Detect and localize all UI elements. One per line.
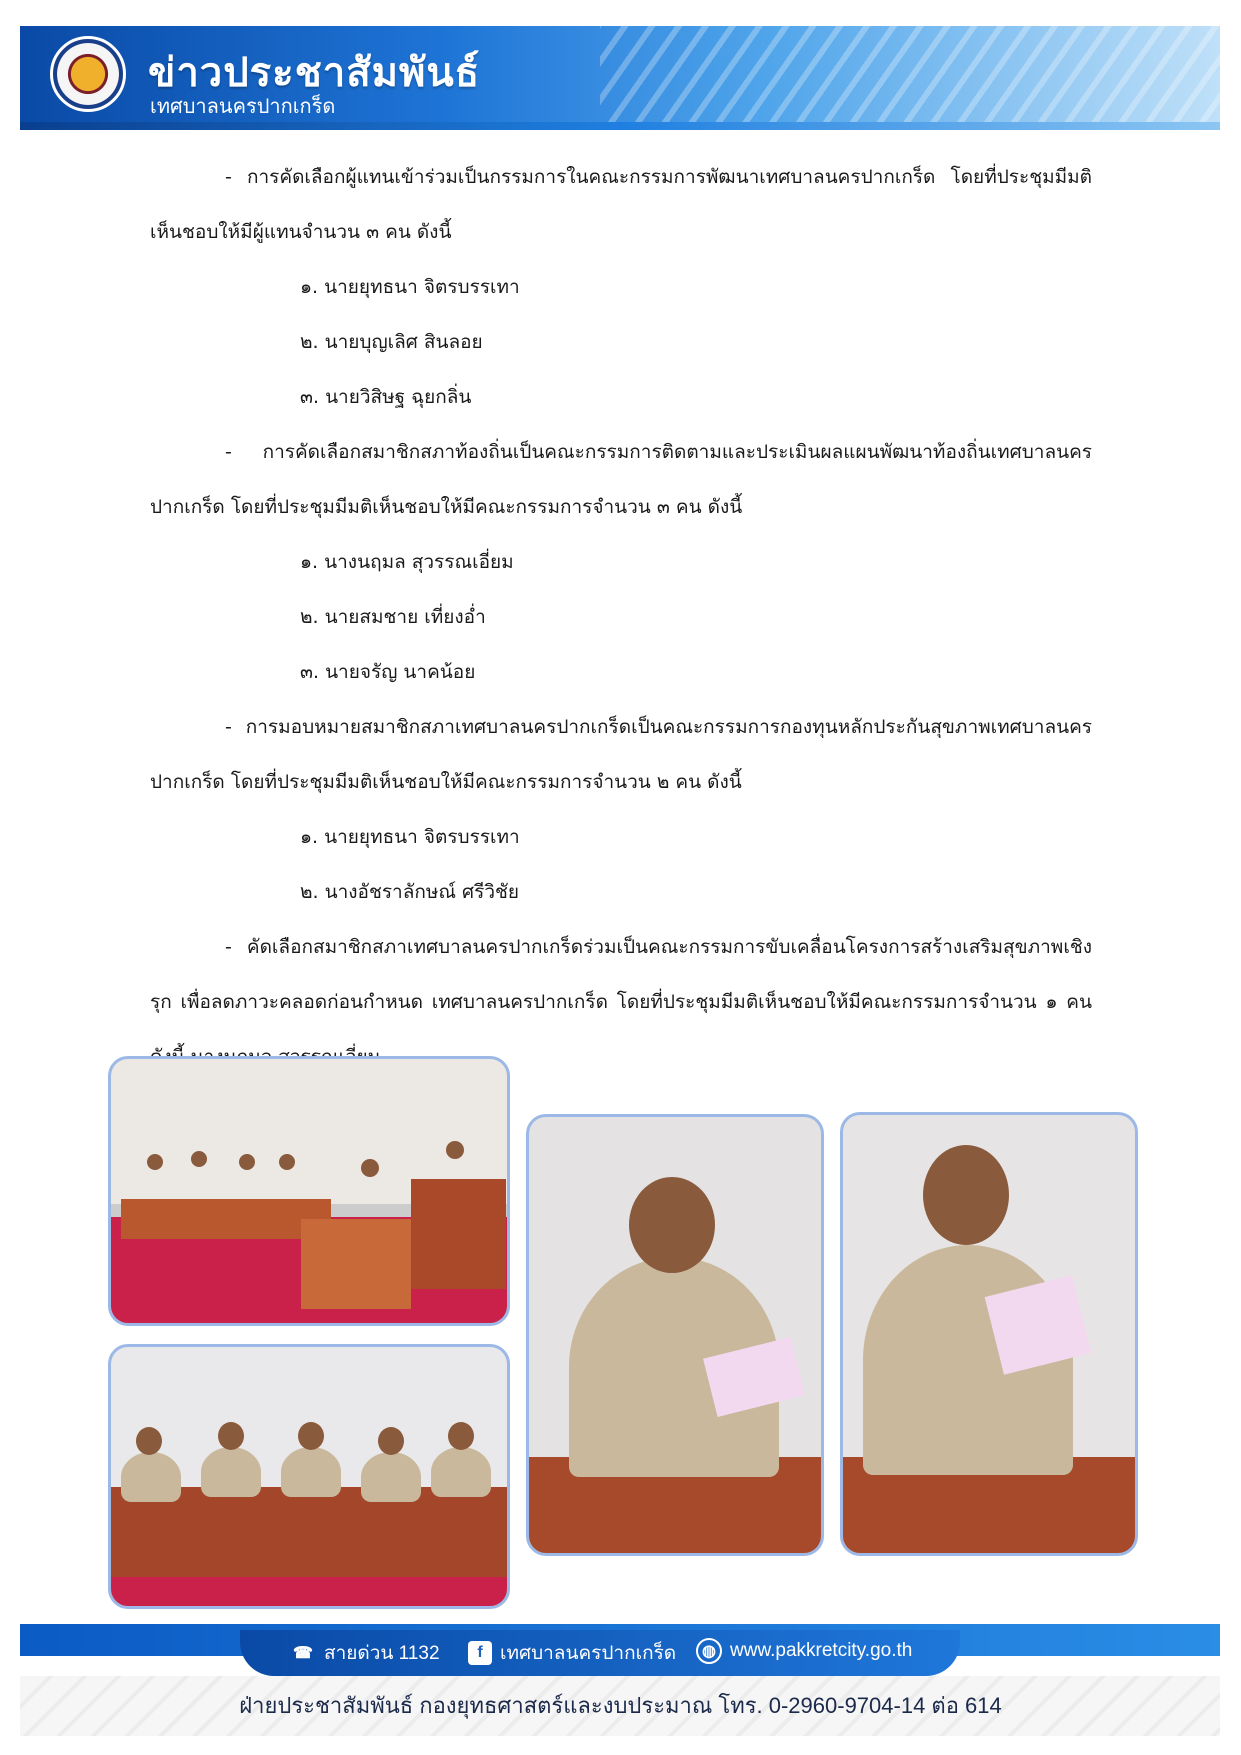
photo-council-members <box>108 1344 510 1609</box>
paragraph: - คัดเลือกสมาชิกสภาเทศบาลนครปากเกร็ดร่วมเป็นคณะกรรมการขับเคลื่อนโครงการสร้างเสริมสุขภาพเชิงรุก เพื่อลดภาวะคลอดก่อนกำหนด เทศบาลนครปากเกร็ด โดยที่ประชุมมีมติเห็นชอบให้มีคณะกรรมการจำนวน ๑ คน <box>150 936 1092 1013</box>
paragraph: - การมอบหมายสมาชิกสภาเทศบาลนครปากเกร็ดเป็นคณะกรรมการกองทุนหลักประกันสุขภาพเทศบาลนครปากเกร็ด โดยที่ประชุมมีมติเห็นชอบให้มีคณะกรรมการจำนวน ๒ คน ดังนี้ <box>150 716 1092 793</box>
page-title: ข่าวประชาสัมพันธ์ <box>148 51 481 95</box>
list-item: ๒. นางอัชราลักษณ์ ศรีวิชัย <box>300 881 520 903</box>
phone-icon: ☎ <box>293 1645 313 1662</box>
page-subtitle: เทศบาลนครปากเกร็ด <box>150 96 336 118</box>
photo-meeting-room <box>108 1056 510 1326</box>
photo-speaker-one <box>526 1114 824 1556</box>
news-content <box>150 150 1092 1085</box>
list-item: ๓. นายวิสิษฐ ฉุยกลิ่น <box>300 386 472 408</box>
paragraph: - การคัดเลือกผู้แทนเข้าร่วมเป็นกรรมการในคณะกรรมการพัฒนาเทศบาลนครปากเกร็ด โดยที่ประชุมมีมติเห็นชอบให้มีผู้แทนจำนวน ๓ คน ดังนี้ <box>150 166 1092 243</box>
list-item: ๓. นายจรัญ นาคน้อย <box>300 661 476 683</box>
footer-contact: ฝ่ายประชาสัมพันธ์ กองยุทธศาสตร์และงบประมาณ โทร. 0-2960-9704-14 ต่อ 614 <box>239 1693 1002 1718</box>
footer-website[interactable] <box>696 1638 912 1664</box>
facebook-icon: f <box>468 1641 492 1665</box>
hotline-text: สายด่วน 1132 <box>324 1643 440 1664</box>
website-text: www.pakkretcity.go.th <box>730 1640 913 1661</box>
list-item: ๒. นายสมชาย เที่ยงอ่ำ <box>300 606 486 628</box>
list-item: ๒. นายบุญเลิศ สินลอย <box>300 331 483 353</box>
header-bottom-line <box>20 122 1220 130</box>
globe-icon: ◍ <box>696 1638 722 1664</box>
facebook-text: เทศบาลนครปากเกร็ด <box>500 1643 677 1664</box>
paragraph: - การคัดเลือกสมาชิกสภาท้องถิ่นเป็นคณะกรรมการติดตามและประเมินผลแผนพัฒนาท้องถิ่นเทศบาลนครปากเกร็ด โดยที่ประชุมมีมติเห็นชอบให้มีคณะกรรมการจำนวน ๓ คน ดังนี้ <box>150 441 1092 518</box>
footer-facebook[interactable] <box>468 1638 676 1668</box>
list-item: ๑. นายยุทธนา จิตรบรรเทา <box>300 276 520 298</box>
photo-speaker-two <box>840 1112 1138 1556</box>
header-stripes <box>600 26 1220 130</box>
list-item: ๑. นางนฤมล สุวรรณเอี่ยม <box>300 551 514 573</box>
municipality-seal-icon <box>50 36 126 112</box>
list-item: ๑. นายยุทธนา จิตรบรรเทา <box>300 826 520 848</box>
footer-hotline <box>290 1638 440 1668</box>
header-banner <box>20 26 1220 130</box>
